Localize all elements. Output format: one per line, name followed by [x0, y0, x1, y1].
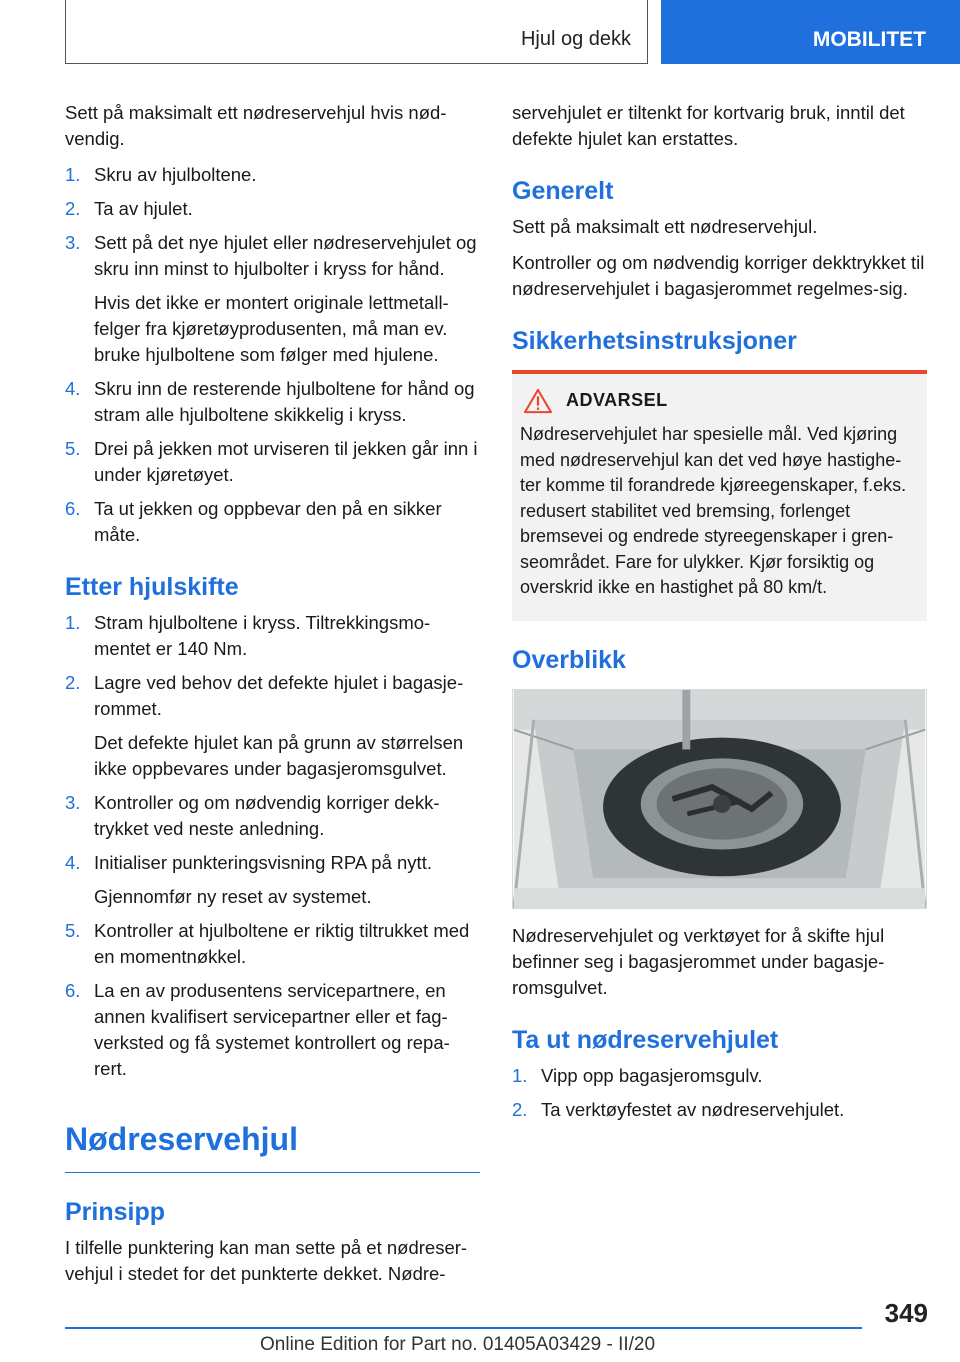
list-item — [65, 670, 480, 782]
step-text: Kontroller at hjulboltene er riktig tiltrukket med en momentnøkkel. — [94, 920, 470, 967]
step-text: Ta av hjulet. — [94, 198, 193, 219]
list-item — [65, 436, 480, 488]
chapter-tab[interactable]: MOBILITET — [661, 0, 960, 64]
steps-list-3 — [512, 1063, 927, 1123]
footer-edition: Online Edition for Part no. 01405A03429 - II/20 — [260, 1334, 656, 1355]
chapter-heading: Nødreservehjul — [65, 1120, 480, 1173]
list-item — [512, 1097, 927, 1123]
step-number: 4. — [65, 378, 81, 399]
step-text: Drei på jekken mot urviseren til jekken går inn i under kjøretøyet. — [94, 438, 478, 485]
spare-wheel-photo — [512, 689, 927, 909]
list-item — [65, 162, 480, 188]
heading-prinsipp: Prinsipp — [65, 1198, 166, 1226]
warning-triangle-icon — [522, 388, 554, 414]
intro-text: Sett på maksimalt ett nødreservehjul hvis nød-vendig. — [65, 102, 447, 149]
step-number: 3. — [65, 232, 81, 253]
list-item — [65, 196, 480, 222]
photo-caption: Nødreservehjulet og verktøyet for å skifte hjul befinner seg i bagasjerommet under bagasje-romsgulvet. — [512, 924, 885, 998]
step-note: Det defekte hjulet kan på grunn av størrelsen ikke oppbevares under bagasjeromsgulvet. — [94, 732, 464, 779]
right-column — [512, 100, 927, 1133]
step-text: Skru av hjulboltene. — [94, 164, 257, 185]
step-number: 1. — [65, 164, 81, 185]
step-text: Stram hjulboltene i kryss. Tiltrekkingsmo-mentet er 140 Nm. — [94, 612, 431, 659]
generelt-text-2: Kontroller og om nødvendig korriger dekktrykket til nødreservehjulet i bagasjerommet regelmes-sig. — [512, 252, 925, 299]
step-text: Lagre ved behov det defekte hjulet i bagasje-rommet. — [94, 672, 464, 719]
step-text: Vipp opp bagasjeromsgulv. — [541, 1064, 763, 1086]
step-number: 3. — [65, 792, 81, 813]
heading-overblikk: Overblikk — [512, 645, 626, 674]
step-number: 5. — [65, 920, 81, 941]
steps-list-2 — [65, 610, 480, 1082]
step-text: Ta verktøyfestet av nødreservehjulet. — [541, 1098, 845, 1120]
step-text: Skru inn de resterende hjulboltene for hånd og stram alle hjulboltene skikkelig i kryss. — [94, 378, 475, 425]
step-text: Initialiser punkteringsvisning RPA på nytt. — [94, 852, 432, 873]
step-number: 2. — [65, 198, 81, 219]
step-note: Gjennomfør ny reset av systemet. — [94, 886, 372, 907]
list-item — [65, 610, 480, 662]
heading-sikkerhetsinstruksjoner: Sikkerhetsinstruksjoner — [512, 327, 797, 355]
step-text: Kontroller og om nødvendig korriger dekk-trykket ved neste anledning. — [94, 792, 440, 839]
step-number: 4. — [65, 852, 81, 873]
warning-box — [512, 370, 927, 621]
step-text: Sett på det nye hjulet eller nødreservehjulet og skru inn minst to hjulbolter i kryss for hånd. — [94, 232, 477, 279]
list-item — [65, 790, 480, 842]
footer-divider — [65, 1327, 862, 1329]
step-number: 1. — [65, 612, 81, 633]
warning-title: ADVARSEL — [566, 390, 668, 411]
list-item — [65, 496, 480, 548]
heading-generelt: Generelt — [512, 177, 614, 205]
warning-header — [520, 388, 919, 414]
header-section-box — [65, 0, 648, 64]
step-number: 1. — [512, 1064, 528, 1086]
warning-text: Nødreservehjulet har spesielle mål. Ved kjøring med nødreservehjul kan det ved høye hastighe-ter komme til forandrede kjøreegenskaper, f.eks. redusert stabilitet ved bremsing, forlenget bremsevei og endrede styreegenskaper i gren-seområdet. Fare for ulykker. Kjør forsiktig og overskrid ikke en hastighet på 80 km/t. — [520, 424, 907, 597]
step-number: 5. — [65, 438, 81, 459]
list-item — [65, 376, 480, 428]
step-note: Hvis det ikke er montert originale lettmetall-felger fra kjøretøyprodusenten, må man ev. bruke hjulboltene som følger med hjulene. — [94, 292, 449, 365]
heading-etter-hjulskifte: Etter hjulskifte — [65, 573, 239, 601]
list-item — [65, 978, 480, 1082]
step-number: 6. — [65, 498, 81, 519]
generelt-text-1: Sett på maksimalt ett nødreservehjul. — [512, 216, 818, 237]
steps-list-1 — [65, 162, 480, 548]
continued-text: servehjulet er tiltenkt for kortvarig bruk, inntil det defekte hjulet kan erstattes. — [512, 102, 905, 149]
section-title: Hjul og dekk — [520, 28, 631, 50]
step-number: 2. — [65, 672, 81, 693]
heading-ta-ut-nodreservehjulet: Ta ut nødreservehjulet — [512, 1025, 779, 1054]
list-item — [65, 918, 480, 970]
step-text: La en av produsentens servicepartnere, en annen kvalifisert servicepartner eller et fag-verksted og få systemet kontrollert og repa-rert. — [94, 980, 450, 1079]
page-number: 349 — [884, 1298, 928, 1328]
left-column — [65, 100, 480, 1297]
step-number: 6. — [65, 980, 81, 1001]
step-number: 2. — [512, 1098, 528, 1120]
list-item — [512, 1063, 927, 1089]
step-text: Ta ut jekken og oppbevar den på en sikker måte. — [94, 498, 442, 545]
list-item — [65, 230, 480, 368]
prinsipp-text: I tilfelle punktering kan man sette på et nødreser-vehjul i stedet for det punkterte dekket. Nødre- — [65, 1237, 468, 1284]
list-item — [65, 850, 480, 910]
